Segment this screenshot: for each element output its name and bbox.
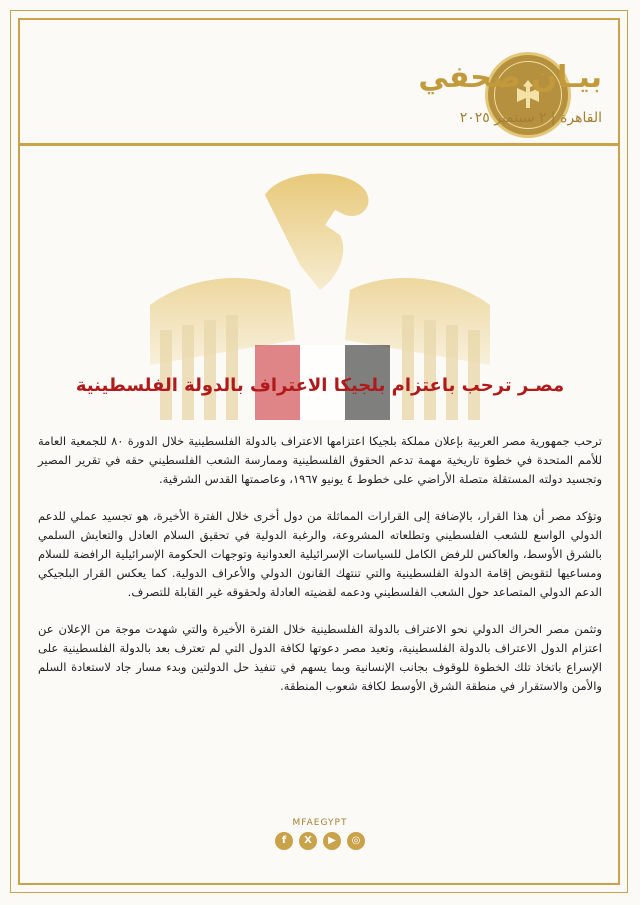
header-divider — [18, 143, 620, 146]
social-icons — [0, 832, 640, 850]
youtube-icon[interactable]: ▶ — [323, 832, 341, 850]
press-release-date: القاهرة | ٢ سبتمبر ٢٠٢٥ — [459, 110, 602, 126]
press-release-title: بيـان صحفي — [418, 60, 602, 95]
press-release-body — [38, 432, 602, 714]
social-handle: MFAEGYPT — [292, 818, 348, 828]
press-release-headline: مصـر ترحب باعتزام بلجيكا الاعتراف بالدولة الفلسطينية — [75, 375, 565, 396]
facebook-icon[interactable]: f — [275, 832, 293, 850]
page-footer — [0, 818, 640, 850]
paragraph: وتثمن مصر الحراك الدولي نحو الاعتراف بالدولة الفلسطينية خلال الفترة الأخيرة والتي شهدت موجة من الإعلان عن اعتزام الدول الاعتراف بالدولة الفلسطينية، وتعيد مصر دعوتها لكافة الدول التي لم تعترف بعد بالدولة الفلسطينية على الإسراع باتخاذ تلك الخطوة للوقوف بجانب الإنسانية وبما يسهم في تنفيذ حل الدولتين وبدء مسار جاد لاستعادة السلم والأمن والاستقرار في منطقة الشرق الأوسط لكافة شعوب المنطقة. — [38, 622, 602, 693]
x-icon[interactable]: X — [299, 832, 317, 850]
paragraph: ترحب جمهورية مصر العربية بإعلان مملكة بلجيكا اعتزامها الاعتراف بالدولة الفلسطينية خلال الدورة ٨٠ للجمعية العامة للأمم المتحدة في خطوة تاريخية مهمة تدعم الحقوق الفلسطينية وممارسة الشعب الفلسطيني حقه في تقرير المصير وتجسيد دولته المستقلة متصلة الأراضي على خطوط ٤ يونيو ١٩٦٧، وعاصمتها القدس الشرقية. — [38, 434, 602, 486]
paragraph: وتؤكد مصر أن هذا القرار، بالإضافة إلى القرارات المماثلة من دول أخرى خلال الفترة الأخيرة، هو تجسيد عملي للدعم الدولي الواسع للشعب الفلسطيني وتطلعاته المشروعة، والرغبة الدولية في تحقيق السلام العادل والتعايش السلمي بالشرق الأوسط، والعاكس للرفض الكامل للسياسات الإسرائيلية العدوانية وتوجهات الحكومة الإسرائيلية الرافضة للسلام ومساعيها لتقويض إقامة الدولة الفلسطينية والتي تنتهك القانون الدولي والأعراف الدولية. كما يعكس القرار البلجيكي الدعم الدولي المتصاعد حول الشعب الفلسطيني ودعمه لقضيته العادلة ولحقوقه غير القابلة للتصرف. — [38, 509, 602, 599]
instagram-icon[interactable]: ◎ — [347, 832, 365, 850]
